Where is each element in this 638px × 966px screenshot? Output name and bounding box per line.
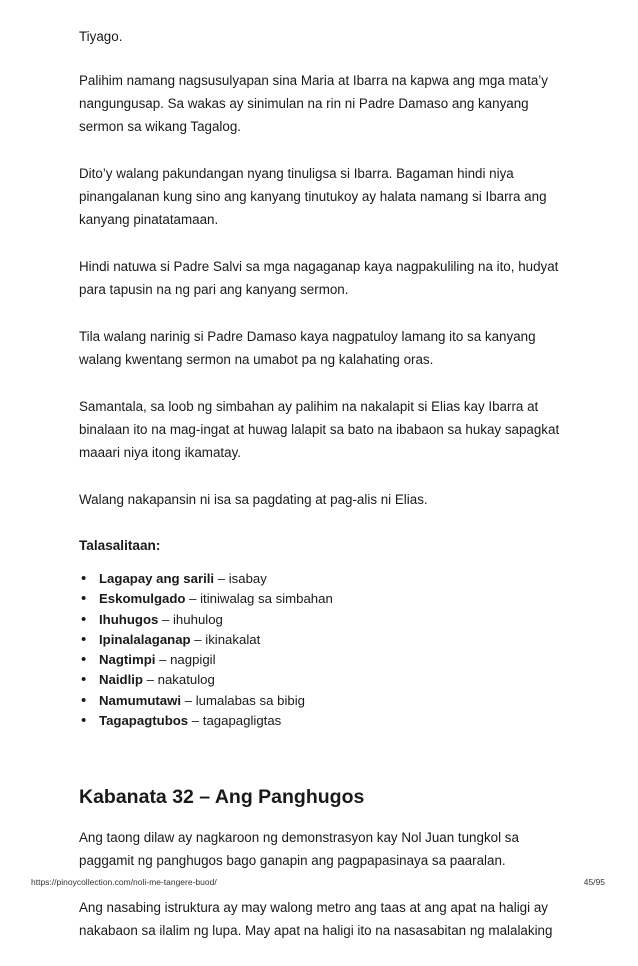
page-content — [79, 25, 569, 966]
paragraph: Tiyago. — [79, 29, 123, 44]
paragraph: Ang taong dilaw ay nagkaroon ng demonstrasyon kay Nol Juan tungkol sa paggamit ng panghugos bago ganapin ang pagpapasinaya sa paaralan. — [79, 830, 519, 869]
footer-url[interactable]: https://pinoycollection.com/noli-me-tangere-buod/ — [31, 877, 217, 887]
glossary-definition: – lumalabas sa bibig — [181, 692, 305, 708]
glossary-term: Eskomulgado — [99, 591, 186, 607]
glossary-definition: – tagapagligtas — [188, 713, 282, 729]
glossary-term: Ihuhugos — [99, 611, 159, 627]
paragraph: Palihim namang nagsusulyapan sina Maria at Ibarra na kapwa ang mga mata’y nangungusap. Sa wakas ay sinimulan na rin ni Padre Damaso ang kanyang sermon sa wikang Tagalog. — [79, 73, 548, 134]
glossary-item — [79, 711, 569, 731]
glossary-definition: – isabay — [214, 571, 267, 586]
paragraph: Ang nasabing istruktura ay may walong metro ang taas at ang apat na haligi ay nakabaon sa ilalim ng lupa. May apat na haligi ito na nasasabitan ng malalaking — [79, 900, 553, 939]
glossary-term: Naidlip — [99, 672, 143, 688]
glossary-definition: – itiniwalag sa simbahan — [185, 591, 333, 607]
glossary-list — [79, 569, 569, 731]
glossary-item — [79, 610, 569, 630]
glossary-item — [79, 650, 569, 670]
glossary-item — [79, 691, 569, 711]
chapter-title: Kabanata 32 – Ang Panghugos — [79, 786, 365, 809]
paragraph: Samantala, sa loob ng simbahan ay palihim na nakalapit si Elias kay Ibarra at binalaan ito na mag-ingat at huwag lalapit sa bato na ibabaon sa hukay sapagkat maaari niya itong ikamatay. — [79, 399, 560, 460]
glossary-item — [79, 670, 569, 690]
glossary-heading: Talasalitaan: — [79, 538, 161, 553]
paragraph: Tila walang narinig si Padre Damaso kaya nagpatuloy lamang ito sa kanyang walang kwentang sermon na umabot pa ng kalahating oras. — [79, 329, 536, 367]
glossary-term: Nagtimpi — [99, 652, 156, 668]
paragraph: Dito’y walang pakundangan nyang tinuligsa si Ibarra. Bagaman hindi niya pinangalanan kung sino ang kanyang tinutukoy ay halata namang si Ibarra ang kanyang pinatatamaan. — [79, 166, 547, 227]
paragraph: Hindi natuwa si Padre Salvi sa mga nagaganap kaya nagpakuliling na ito, hudyat para tapusin na ng pari ang kanyang sermon. — [79, 259, 559, 297]
glossary-term: Tagapagtubos — [99, 713, 189, 729]
glossary-definition: – nakatulog — [142, 672, 215, 688]
glossary-item — [79, 630, 569, 650]
glossary-term: Ipinalalaganap — [99, 631, 191, 647]
page-number: 45/95 — [583, 877, 605, 887]
glossary-definition: – ihuhulog — [158, 611, 223, 627]
glossary-definition: – ikinakalat — [190, 631, 261, 647]
glossary-item — [79, 569, 569, 589]
glossary-term: Lagapay ang sarili — [99, 571, 215, 586]
glossary-definition: – nagpigil — [155, 652, 216, 668]
paragraph: Walang nakapansin ni isa sa pagdating at pag-alis ni Elias. — [79, 492, 428, 507]
glossary-item — [79, 589, 569, 609]
glossary-term: Namumutawi — [99, 692, 182, 708]
